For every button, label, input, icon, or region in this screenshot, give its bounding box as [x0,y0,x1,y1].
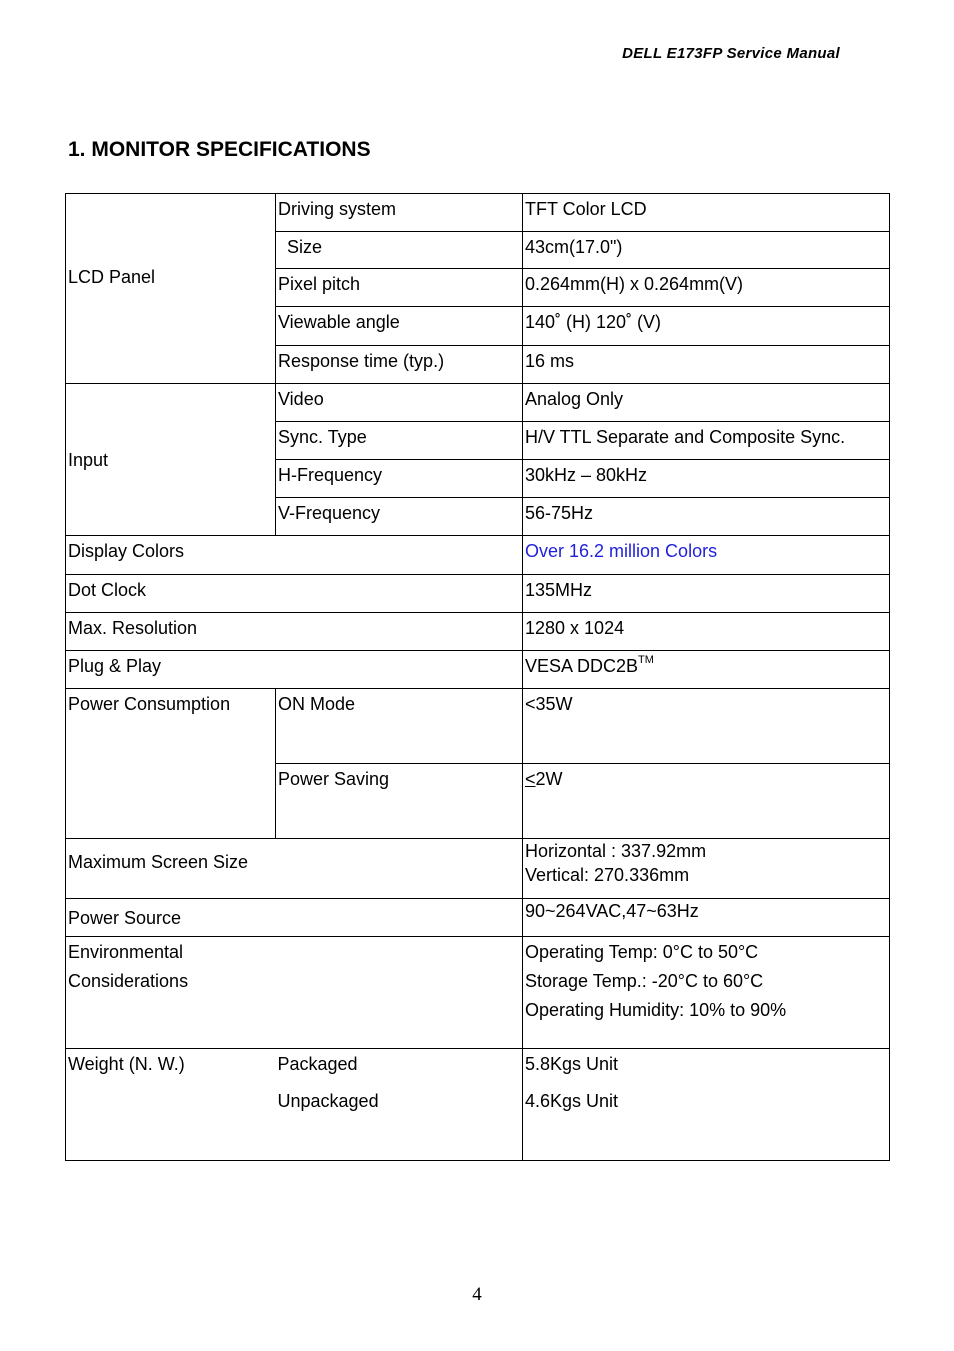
environmental-values [523,937,890,1049]
max-resolution-label: Max. Resolution [66,613,523,651]
max-screen-size-label: Maximum Screen Size [66,839,523,899]
spec-value: H/V TTL Separate and Composite Sync. [523,422,890,460]
power-source-label: Power Source [66,899,523,937]
table-row [66,613,890,651]
spec-name: Response time (typ.) [276,346,523,384]
plug-play-label: Plug & Play [66,651,523,689]
table-row [66,575,890,613]
spec-value: Analog Only [523,384,890,422]
dot-clock-label: Dot Clock [66,575,523,613]
input-label: Input [66,384,276,536]
spec-value: 43cm(17.0") [523,232,890,269]
lcd-panel-label: LCD Panel [66,194,276,384]
screen-horizontal: Horizontal : 337.92mm [525,841,707,861]
spec-value: 56-75Hz [523,498,890,536]
power-consumption-label: Power Consumption [66,689,276,839]
spec-value: <35W [523,689,890,764]
power-source-value: 90~264VAC,47~63Hz [523,899,890,937]
spec-value: TFT Color LCD [523,194,890,232]
weight-values [523,1049,890,1161]
spec-name: V-Frequency [276,498,523,536]
packaged-label: Packaged [277,1054,358,1074]
section-title: 1. MONITOR SPECIFICATIONS [68,138,371,161]
table-row [66,384,890,422]
plug-play-standard: VESA DDC2B [525,656,639,676]
table-row [66,651,890,689]
table-row [66,1049,890,1161]
spec-name: Size [276,232,523,269]
packaged-weight: 5.8Kgs Unit [525,1054,619,1074]
spec-name: Sync. Type [276,422,523,460]
spec-name: ON Mode [276,689,523,764]
spec-name: Power Saving [276,764,523,839]
max-resolution-value: 1280 x 1024 [523,613,890,651]
environmental-label [66,937,523,1049]
table-row [66,689,890,764]
storage-temp: Storage Temp.: -20°C to 60°C [525,971,764,991]
trademark-mark: TM [638,654,654,666]
plug-play-value [523,651,890,689]
less-equal-symbol: < [525,769,536,789]
spec-name: Viewable angle [276,307,523,346]
spec-name: Driving system [276,194,523,232]
document-header: DELL E173FP Service Manual [622,45,840,62]
weight-types [276,1049,523,1161]
spec-name: Video [276,384,523,422]
table-row [66,194,890,232]
weight-label: Weight (N. W.) [66,1049,276,1161]
unpackaged-label: Unpackaged [277,1091,379,1111]
display-colors-label: Display Colors [66,536,523,575]
table-row [66,536,890,575]
specifications-table [65,193,890,1161]
spec-value [523,764,890,839]
operating-temp: Operating Temp: 0°C to 50°C [525,942,759,962]
unpackaged-weight: 4.6Kgs Unit [525,1091,619,1111]
operating-humidity: Operating Humidity: 10% to 90% [525,1000,787,1020]
spec-value: 16 ms [523,346,890,384]
environmental-label-line: Considerations [68,971,189,991]
display-colors-value: Over 16.2 million Colors [523,536,890,575]
table-row [66,839,890,899]
spec-value: 0.264mm(H) x 0.264mm(V) [523,269,890,307]
environmental-label-line: Environmental [68,942,184,962]
table-row [66,899,890,937]
table-row [66,937,890,1049]
max-screen-size-value [523,839,890,899]
spec-value: 30kHz – 80kHz [523,460,890,498]
dot-clock-value: 135MHz [523,575,890,613]
power-saving-amount: 2W [535,769,563,789]
page-number: 4 [472,1284,482,1305]
spec-name: Pixel pitch [276,269,523,307]
spec-name: H-Frequency [276,460,523,498]
screen-vertical: Vertical: 270.336mm [525,865,690,885]
spec-value: 140˚ (H) 120˚ (V) [523,307,890,346]
